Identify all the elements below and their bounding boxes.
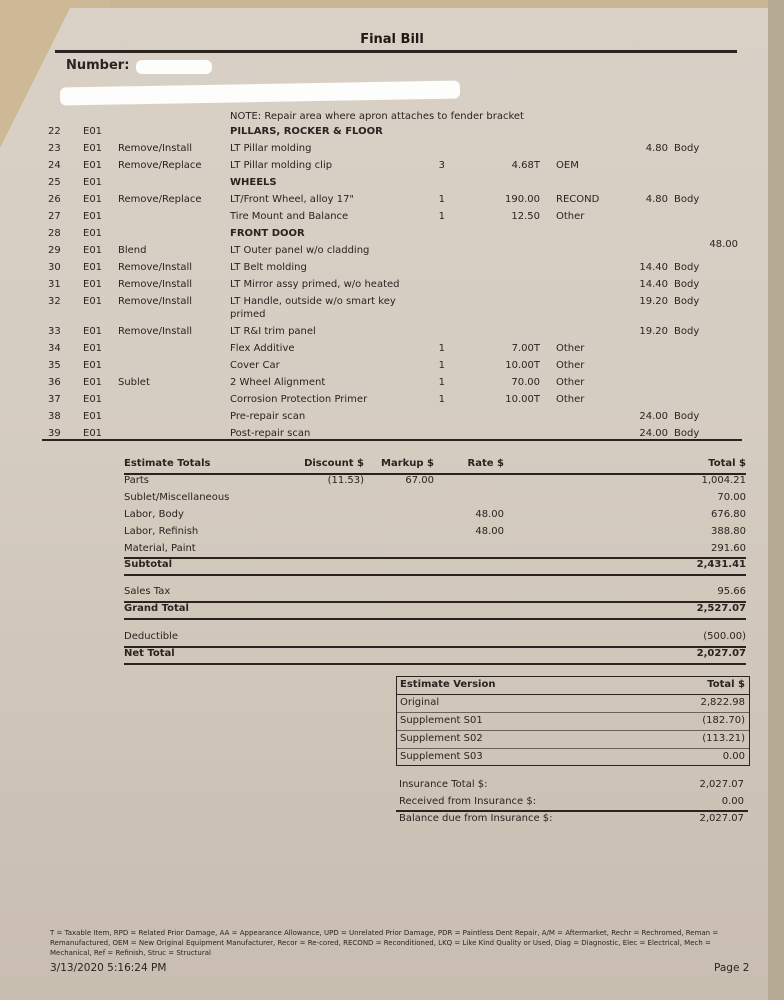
line-item-row [0,343,768,359]
sales-tax-row [124,584,746,601]
header-total: Total $ [708,458,746,469]
version-name: Supplement S03 [400,751,483,762]
extended-price: 10.00T [505,360,540,371]
part-type: Other [556,360,585,371]
line-description: LT Handle, outside w/o smart key [230,296,396,307]
line-item-row [0,394,768,410]
operation-code: E01 [83,377,103,388]
extended-price: 12.50 [511,211,540,222]
operation-code: E01 [83,245,103,256]
extended-price: 10.00T [505,394,540,405]
estimate-version-row [397,713,749,731]
line-description: Corrosion Protection Primer [230,394,368,405]
labor-type: Body [674,279,700,290]
operation-code: E01 [83,296,103,307]
version-total: 0.00 [722,751,745,762]
totals-rate: 48.00 [475,509,504,520]
operation-code: E01 [83,428,103,439]
subtotal-label: Subtotal [124,559,173,570]
line-description: Pre-repair scan [230,411,306,422]
totals-category: Material, Paint [124,543,196,554]
line-description: LT R&I trim panel [230,326,316,337]
labor-type: Body [674,143,700,154]
quantity: 1 [438,377,445,388]
net-total-bottom-rule [124,663,746,665]
line-description: LT Belt molding [230,262,307,273]
line-number: 31 [48,279,61,290]
balance-due-row [396,811,748,828]
subtotal-bottom-rule [124,574,746,576]
totals-category: Labor, Refinish [124,526,199,537]
operation-code: E01 [83,126,103,137]
balance-due-label: Balance due from Insurance $: [399,813,553,824]
labor-type: Body [674,326,700,337]
estimate-totals-rows [124,473,746,558]
line-description: LT Mirror assy primed, w/o heated [230,279,400,290]
line-number: 35 [48,360,61,371]
net-total-value: 2,027.07 [696,648,746,659]
totals-total: 70.00 [717,492,746,503]
line-items-divider [42,439,742,441]
line-number: 26 [48,194,61,205]
header-markup: Markup $ [381,458,434,469]
grand-total-row [124,601,746,618]
operation-code: E01 [83,279,103,290]
part-type: Other [556,343,585,354]
document-title: Final Bill [360,32,424,47]
totals-total: 388.80 [711,526,746,537]
line-number: 23 [48,143,61,154]
print-timestamp: 3/13/2020 5:16:24 PM [50,962,167,974]
labor-amount: 19.20 [639,326,668,337]
operation-code: E01 [83,262,103,273]
line-number: 38 [48,411,61,422]
header-discount: Discount $ [304,458,364,469]
operation-code: E01 [83,228,103,239]
line-item-row [0,428,768,444]
operation-code: E01 [83,411,103,422]
paint-amount: 48.00 [709,239,738,250]
title-divider [55,50,737,53]
labor-amount: 24.00 [639,411,668,422]
estimate-totals-row [124,507,746,524]
line-description: LT Outer panel w/o cladding [230,245,370,256]
labor-amount: 4.80 [645,194,668,205]
estimate-totals-row [124,473,746,490]
line-number: 33 [48,326,61,337]
operation-type: Blend [118,245,147,256]
background-edge [768,0,784,1000]
line-number: 28 [48,228,61,239]
totals-rate: 48.00 [475,526,504,537]
operation-type: Remove/Install [118,279,193,290]
estimate-totals-row [124,541,746,558]
grand-total-bottom-rule [124,618,746,620]
line-number: 27 [48,211,61,222]
line-description: Flex Additive [230,343,295,354]
totals-markup: 67.00 [405,475,434,486]
sales-tax-label: Sales Tax [124,586,171,597]
line-number: 34 [48,343,61,354]
line-number: 29 [48,245,61,256]
estimate-totals-row [124,524,746,541]
extended-price: 4.68T [511,160,540,171]
operation-code: E01 [83,326,103,337]
operation-type: Sublet [118,377,150,388]
estimate-version-total-header: Total $ [707,679,745,690]
line-description: 2 Wheel Alignment [230,377,326,388]
net-total-label: Net Total [124,648,175,659]
operation-code: E01 [83,211,103,222]
line-number: 36 [48,377,61,388]
line-number: 25 [48,177,61,188]
extended-price: 70.00 [511,377,540,388]
labor-type: Body [674,296,700,307]
header-estimate-totals: Estimate Totals [124,458,211,469]
line-description: LT Pillar molding clip [230,160,333,171]
totals-total: 291.60 [711,543,746,554]
operation-code: E01 [83,360,103,371]
section-heading: PILLARS, ROCKER & FLOOR [230,126,383,137]
operation-code: E01 [83,194,103,205]
insurance-total-row [396,777,748,811]
line-number: 39 [48,428,61,439]
line-item-row [0,377,768,393]
labor-type: Body [674,428,700,439]
quantity: 1 [438,394,445,405]
insurance-total-label: Insurance Total $: [399,779,488,790]
deductible-value: (500.00) [703,631,746,642]
line-item-row [0,177,768,193]
totals-discount: (11.53) [327,475,364,486]
part-type: Other [556,211,585,222]
totals-total: 676.80 [711,509,746,520]
version-name: Supplement S01 [400,715,483,726]
labor-type: Body [674,262,700,273]
line-item-row [0,239,768,261]
estimate-version-header: Estimate Version [400,679,496,690]
labor-amount: 14.40 [639,279,668,290]
part-type: RECOND [556,194,600,205]
part-type: Other [556,377,585,388]
received-from-insurance-value: 0.00 [721,796,744,807]
version-name: Original [400,697,440,708]
redaction-mark [136,60,212,74]
operation-type: Remove/Install [118,326,193,337]
line-item-row [0,296,768,320]
repair-note: NOTE: Repair area where apron attaches to fender bracket [230,111,524,122]
line-number: 32 [48,296,61,307]
version-total: (113.21) [702,733,745,744]
line-item-row [0,126,768,142]
grand-total-value: 2,527.07 [696,603,746,614]
page-number: Page 2 [714,962,750,974]
subtotal-row [124,557,746,574]
line-number: 37 [48,394,61,405]
deductible-row [124,629,746,646]
line-description: LT Pillar molding [230,143,312,154]
part-type: OEM [556,160,579,171]
quantity: 1 [438,360,445,371]
received-from-insurance-label: Received from Insurance $: [399,796,537,807]
line-number: 30 [48,262,61,273]
line-item-row [0,262,768,278]
line-description: Cover Car [230,360,280,371]
estimate-version-row [397,749,749,766]
labor-amount: 24.00 [639,428,668,439]
insurance-total-value: 2,027.07 [699,779,744,790]
quantity: 1 [438,343,445,354]
labor-amount: 19.20 [639,296,668,307]
quantity: 1 [438,211,445,222]
line-item-row [0,228,768,244]
totals-category: Sublet/Miscellaneous [124,492,230,503]
part-type: Other [556,394,585,405]
number-label: Number: [66,58,130,73]
version-total: 2,822.98 [700,697,745,708]
version-total: (182.70) [702,715,745,726]
operation-code: E01 [83,160,103,171]
line-number: 24 [48,160,61,171]
line-item-row [0,411,768,427]
line-number: 22 [48,126,61,137]
line-description: Post-repair scan [230,428,311,439]
line-item-row [0,326,768,342]
section-heading: FRONT DOOR [230,228,305,239]
totals-total: 1,004.21 [701,475,746,486]
labor-amount: 14.40 [639,262,668,273]
estimate-version-box [396,676,750,766]
header-rate: Rate $ [467,458,504,469]
grand-total-label: Grand Total [124,603,189,614]
line-description-continued: primed [230,309,266,320]
totals-category: Parts [124,475,149,486]
line-item-row [0,360,768,376]
estimate-totals-header [124,456,746,473]
extended-price: 190.00 [505,194,540,205]
balance-due-value: 2,027.07 [699,813,744,824]
operation-type: Remove/Install [118,143,193,154]
totals-category: Labor, Body [124,509,184,520]
line-description: Tire Mount and Balance [230,211,349,222]
deductible-label: Deductible [124,631,179,642]
version-name: Supplement S02 [400,733,483,744]
operation-type: Remove/Replace [118,160,202,171]
extended-price: 7.00T [511,343,540,354]
sales-tax-value: 95.66 [717,586,746,597]
subtotal-value: 2,431.41 [696,559,746,570]
net-total-row [124,646,746,663]
operation-type: Remove/Install [118,296,193,307]
estimate-totals-row [124,490,746,507]
estimate-version-row [397,695,749,713]
labor-amount: 4.80 [645,143,668,154]
quantity: 3 [438,160,445,171]
operation-code: E01 [83,177,103,188]
operation-code: E01 [83,143,103,154]
line-item-row [0,211,768,227]
labor-type: Body [674,194,700,205]
operation-type: Remove/Install [118,262,193,273]
labor-type: Body [674,411,700,422]
line-item-row [0,160,768,176]
abbreviation-legend: T = Taxable Item, RPD = Related Prior Damage, AA = Appearance Allowance, UPD = Unrelated Prior Damage, PDR = Paintless Dent Repair, A/M = Aftermarket, Rechr = Rechromed, Reman = Remanufactured, OEM = New Original Equipment Manufacturer, Recor = Re-cored, RECOND = Reconditioned, LKQ = Like Kind Quality or Used, Diag = Diagnostic, Elec = Electrical, Mech = Mechanical, Ref = Refinish, Struc = Structural [50,929,719,957]
line-item-row [0,279,768,295]
operation-code: E01 [83,343,103,354]
quantity: 1 [438,194,445,205]
line-item-row [0,143,768,159]
estimate-version-row [397,731,749,749]
line-item-row [0,194,768,210]
section-heading: WHEELS [230,177,277,188]
operation-type: Remove/Replace [118,194,202,205]
operation-code: E01 [83,394,103,405]
line-description: LT/Front Wheel, alloy 17" [230,194,355,205]
